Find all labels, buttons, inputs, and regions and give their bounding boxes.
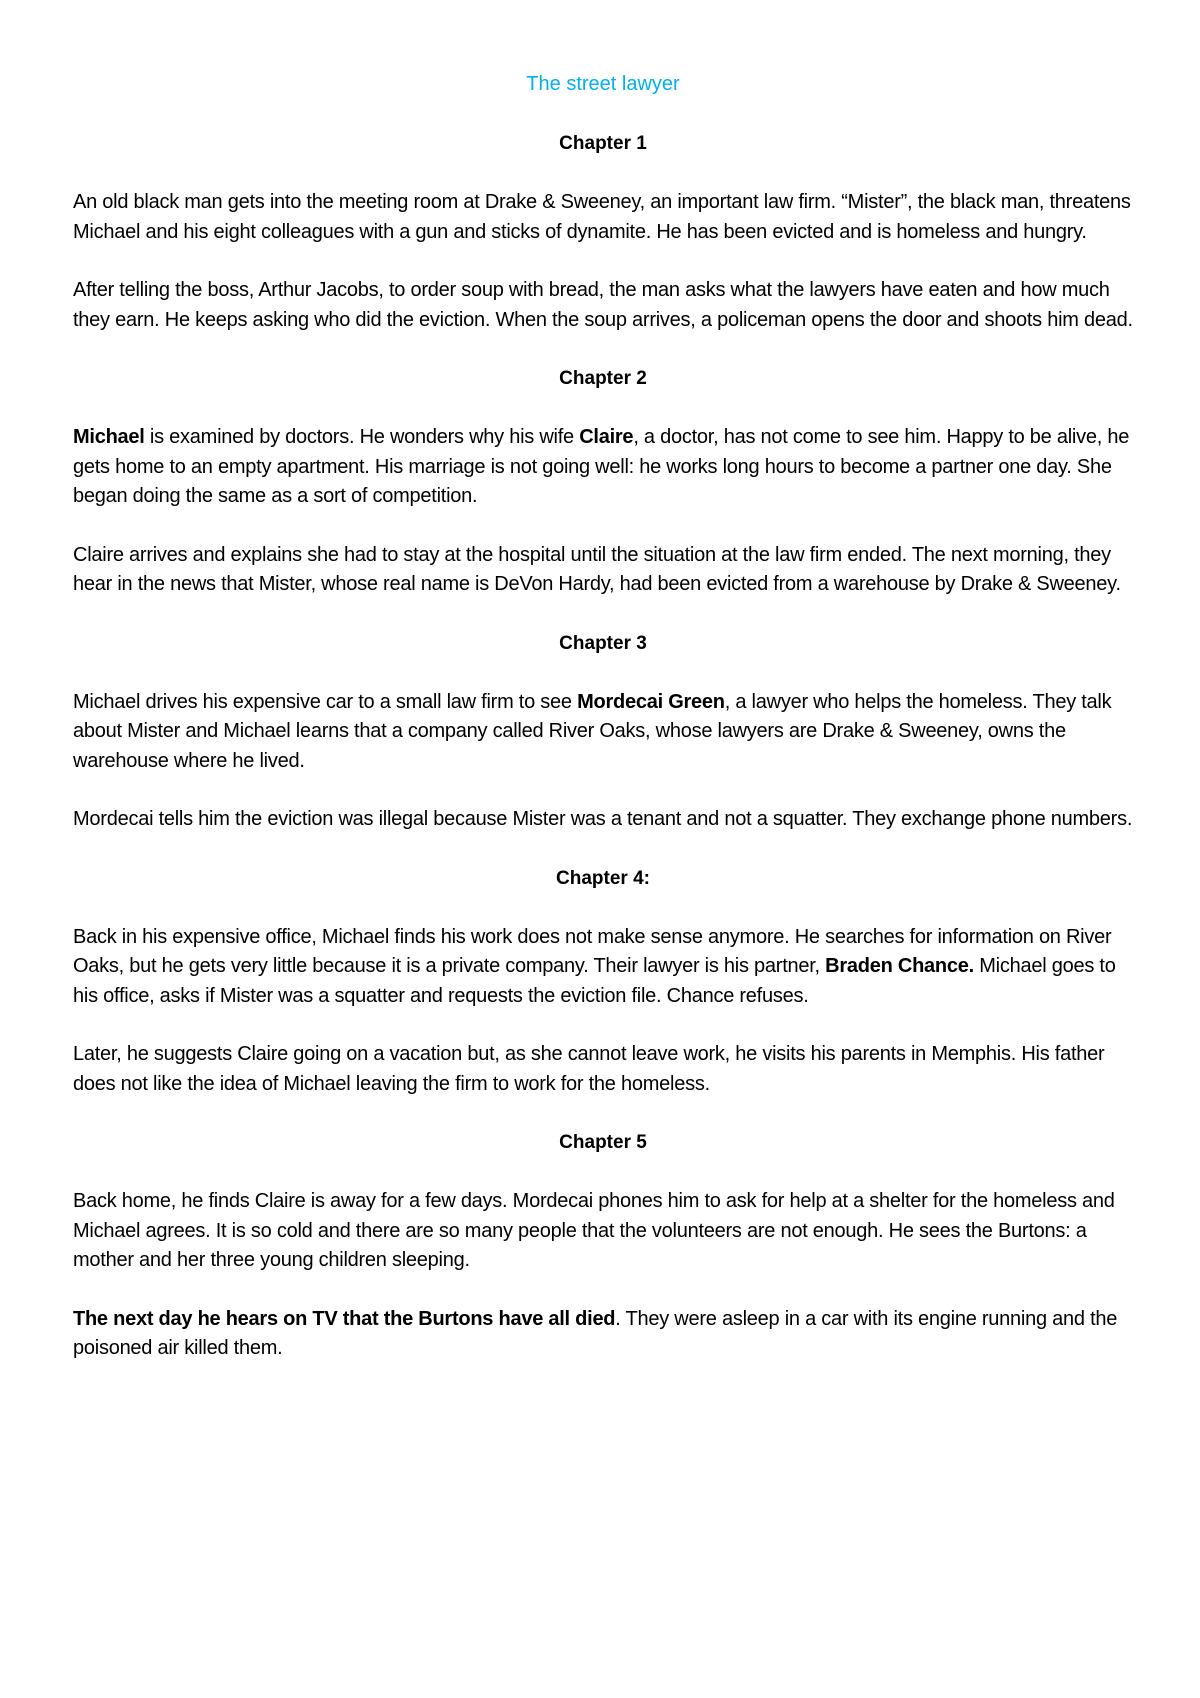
paragraph (73, 805, 1133, 835)
bold-sentence: The next day he hears on TV that the Burtons have all died (73, 1307, 616, 1330)
text-run: Mordecai tells him the eviction was illegal because Mister was a tenant and not a squatter. They exchange phone numbers. (73, 808, 1133, 830)
bold-name: Michael (73, 426, 145, 448)
paragraph (73, 1040, 1133, 1099)
paragraph (73, 541, 1133, 600)
paragraph (73, 188, 1133, 247)
chapter-heading: Chapter 2 (559, 368, 647, 389)
paragraph (73, 923, 1133, 1012)
bold-name: Braden Chance. (825, 955, 974, 977)
chapter-heading: Chapter 1 (559, 133, 647, 154)
document-page (73, 70, 1133, 1393)
text-run: Claire arrives and explains she had to stay at the hospital until the situation at the law firm ended. The next morning, they hear in the news that Mister, whose real name is DeVon Hardy, had been evicted from a warehouse by Drake & Sweeney. (73, 543, 1121, 595)
text-run: After telling the boss, Arthur Jacobs, to order soup with bread, the man asks what the lawyers have eaten and how much they earn. He keeps asking who did the eviction. When the soup arrives, a policeman opens the door and shoots him dead. (73, 279, 1133, 331)
bold-name: Claire (579, 426, 634, 448)
text-run: . They were asleep in a car with its engine running and the poisoned air killed them. (73, 1307, 1118, 1359)
text-run: Michael drives his expensive car to a small law firm to see (73, 690, 578, 713)
text-run: , a doctor, has not come to see him. Happy to be alive, he gets home to an empty apartment. His marriage is not going well: he works long hours to become a partner one day. She began doing the same as a sort of competition. (73, 426, 1130, 507)
text-run: Later, he suggests Claire going on a vacation but, as she cannot leave work, he visits his parents in Memphis. His father does not like the idea of Michael leaving the firm to work for the homeless. (73, 1043, 1105, 1095)
chapter-heading: Chapter 5 (559, 1132, 647, 1153)
chapter-heading: Chapter 4: (556, 867, 650, 889)
text-run: , a lawyer who helps the homeless. They talk about Mister and Michael learns that a company called River Oaks, whose lawyers are Drake & Sweeney, owns the warehouse where he lived. (73, 690, 1112, 772)
text-run: Back home, he finds Claire is away for a few days. Mordecai phones him to ask for help at a shelter for the homeless and Michael agrees. It is so cold and there are so many people that the volunteers are not enough. He sees the Burtons: a mother and her three young children sleeping. (73, 1190, 1115, 1271)
text-run: Back in his expensive office, Michael finds his work does not make sense anymore. He searches for information on River Oaks, but he gets very little because it is a private company. Their lawyer is his partner, (73, 925, 1112, 977)
paragraph (73, 423, 1133, 512)
chapter-heading: Chapter 3 (559, 632, 647, 654)
paragraph (73, 276, 1133, 335)
text-run: An old black man gets into the meeting room at Drake & Sweeney, an important law firm. “Mister”, the black man, threatens Michael and his eight colleagues with a gun and sticks of dynamite. He has been evicted and is homeless and hungry. (73, 191, 1131, 243)
text-run: Michael goes to his office, asks if Mister was a squatter and requests the eviction file. Chance refuses. (73, 955, 1116, 1007)
paragraph (73, 688, 1133, 777)
bold-name: Mordecai Green (577, 690, 725, 713)
document-title: The street lawyer (526, 73, 680, 95)
paragraph (73, 1187, 1133, 1276)
paragraph (73, 1305, 1133, 1364)
text-run: is examined by doctors. He wonders why his wife (144, 426, 580, 448)
